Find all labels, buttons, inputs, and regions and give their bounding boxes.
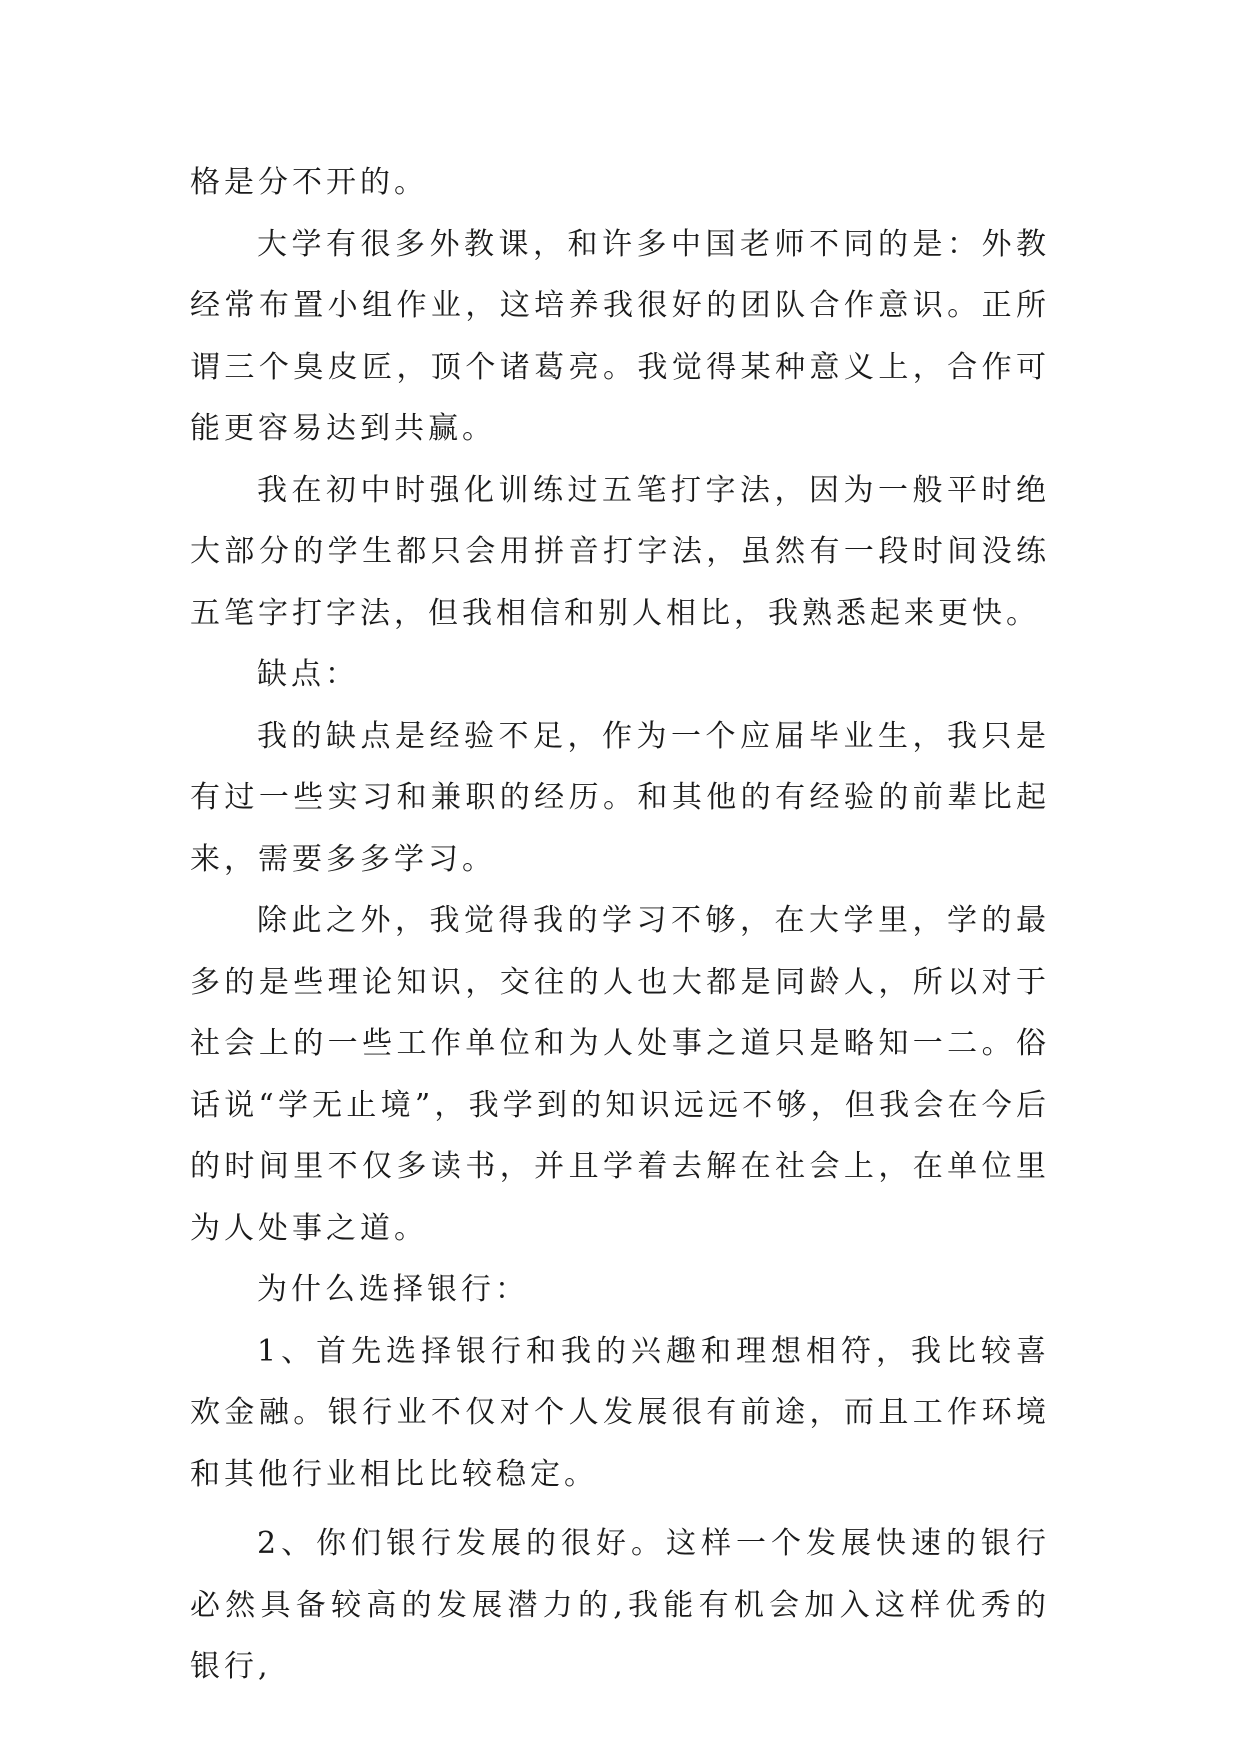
paragraph-reason-2: 2、你们银行发展的很好。这样一个发展快速的银行必然具备较高的发展潜力的,我能有机会加入这样优秀的银行, — [190, 1526, 1050, 1684]
heading-weaknesses: 缺点： — [257, 657, 359, 692]
heading-why-bank: 为什么选择银行： — [257, 1272, 529, 1307]
paragraph-reason-1: 1、首先选择银行和我的兴趣和理想相符，我比较喜欢金融。银行业不仅对个人发展很有前途，而且工作环境和其他行业相比比较稳定。 — [190, 1333, 1050, 1492]
paragraph-learning: 除此之外，我觉得我的学习不够，在大学里，学的最多的是些理论知识，交往的人也大都是同龄人，所以对于社会上的一些工作单位和为人处事之道只是略知一二。俗话说“学无止境”，我学到的知识远远不够，但我会在今后的时间里不仅多读书，并且学着去解在社会上，在单位里为人处事之道。 — [190, 903, 1050, 1246]
paragraph-experience: 我的缺点是经验不足，作为一个应届毕业生，我只是有过一些实习和兼职的经历。和其他的有经验的前辈比起来，需要多多学习。 — [190, 718, 1050, 877]
paragraph-teamwork: 大学有很多外教课，和许多中国老师不同的是：外教经常布置小组作业，这培养我很好的团队合作意识。正所谓三个臭皮匠，顶个诸葛亮。我觉得某种意义上，合作可能更容易达到共赢。 — [190, 226, 1050, 446]
paragraph-typing-skill: 我在初中时强化训练过五笔打字法，因为一般平时绝大部分的学生都只会用拼音打字法，虽然有一段时间没练五笔字打字法，但我相信和别人相比，我熟悉起来更快。 — [190, 472, 1050, 631]
document-body — [190, 152, 1050, 1698]
paragraph-continuation: 格是分不开的。 — [190, 165, 428, 200]
